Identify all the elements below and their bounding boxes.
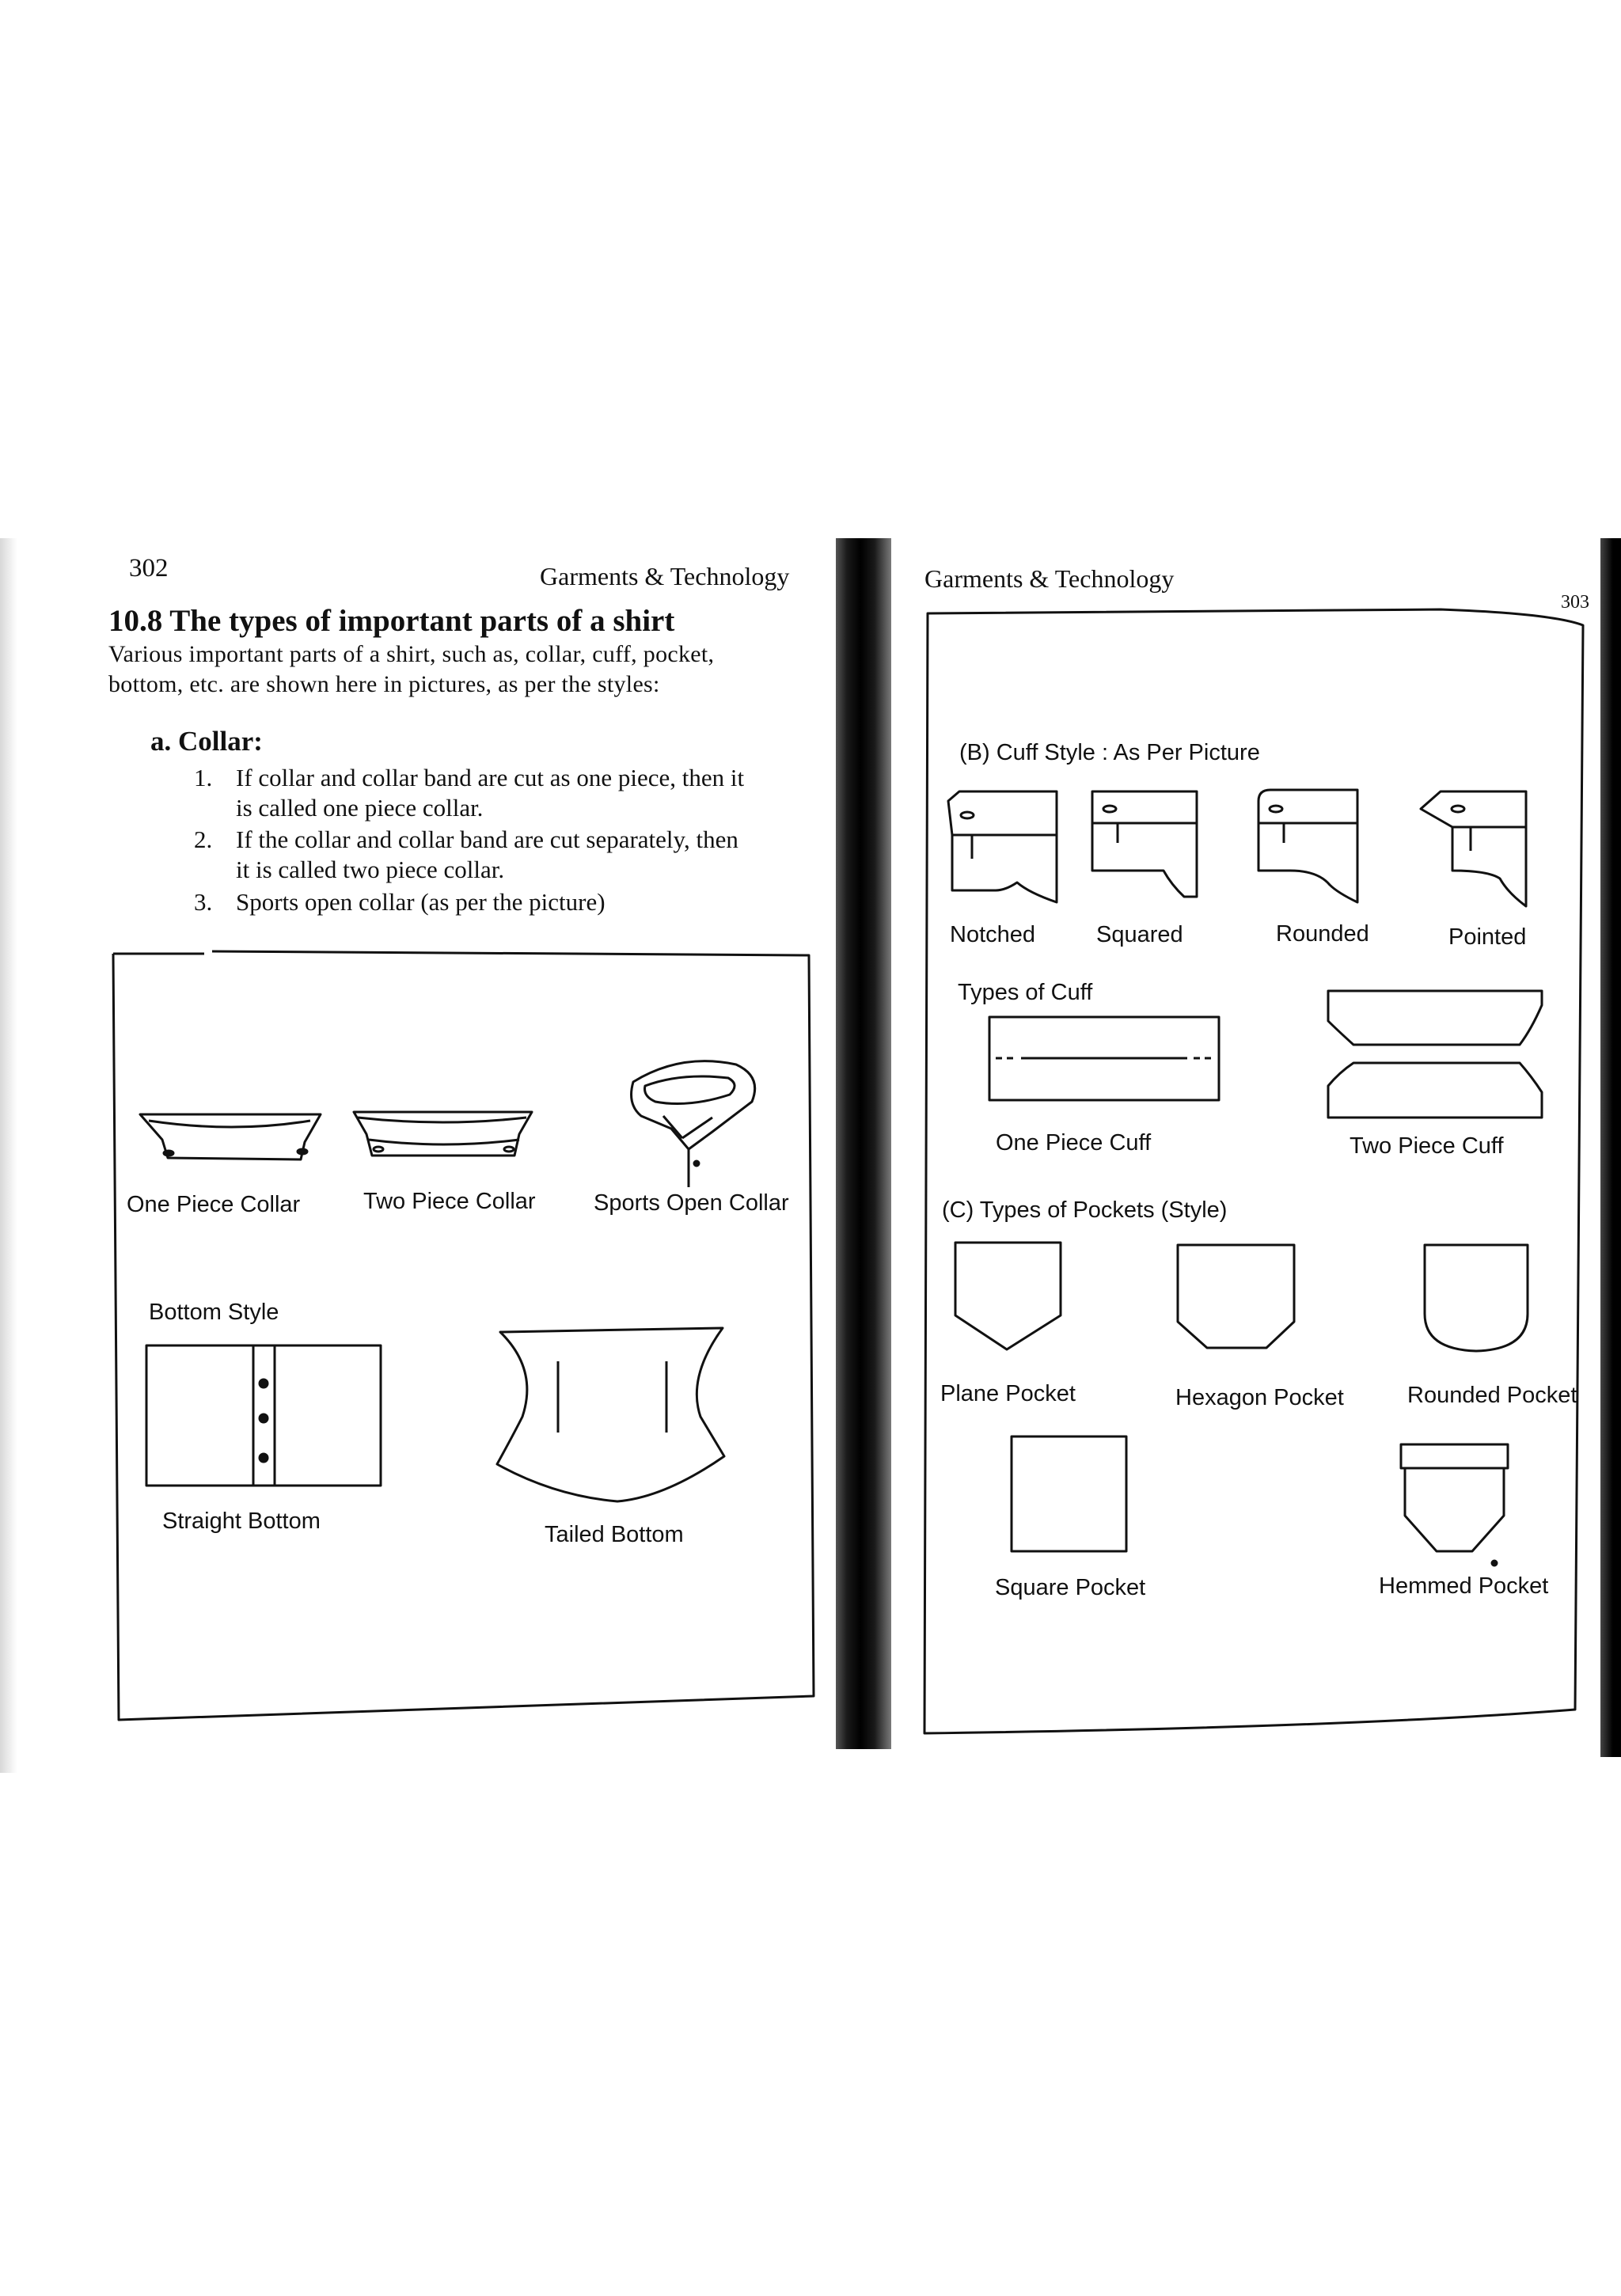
notched-cuff-label: Notched [950,922,1036,947]
page-number: 303 [1561,592,1589,613]
intro-line-2: bottom, etc. are shown here in pictures, as per the styles: [108,671,660,697]
right-figure-border [924,609,1583,1733]
plane-pocket-drawing [955,1243,1061,1349]
running-head: Garments & Technology [924,564,1175,593]
collar-item-1-line-2: is called one piece collar. [236,794,484,822]
collar-item-1-number: 1. [194,764,213,791]
collar-item-3-number: 3. [194,888,213,916]
two-piece-collar-label: Two Piece Collar [363,1189,536,1214]
two-piece-cuff-label: Two Piece Cuff [1350,1133,1504,1159]
hexagon-pocket-label: Hexagon Pocket [1175,1385,1344,1410]
hexagon-pocket-drawing [1178,1245,1294,1348]
squared-cuff-label: Squared [1096,922,1183,947]
tailed-bottom-label: Tailed Bottom [545,1522,684,1547]
notched-cuff-drawing [948,791,1057,902]
straight-bottom-label: Straight Bottom [162,1509,321,1534]
sports-open-collar-label: Sports Open Collar [594,1190,789,1216]
plane-pocket-label: Plane Pocket [940,1381,1076,1406]
running-head: Garments & Technology [540,562,790,590]
types-of-cuff-label: Types of Cuff [958,980,1093,1005]
rounded-cuff-drawing [1258,790,1357,902]
hemmed-pocket-label: Hemmed Pocket [1379,1573,1549,1599]
collar-item-2-number: 2. [194,825,213,853]
two-piece-cuff-drawing [1328,991,1542,1118]
squared-cuff-drawing [1092,791,1197,897]
bottom-style-label: Bottom Style [149,1300,279,1325]
collar-item-1-line-1: If collar and collar band are cut as one piece, then it [236,764,745,791]
square-pocket-label: Square Pocket [995,1575,1146,1600]
page-number: 302 [129,554,169,583]
collar-item-2-line-2: it is called two piece collar. [236,856,505,883]
section-heading: 10.8 The types of important parts of a shirt [108,604,675,638]
rounded-cuff-label: Rounded [1276,921,1369,947]
pointed-cuff-label: Pointed [1448,924,1527,950]
collar-item-3-line-1: Sports open collar (as per the picture) [236,888,606,916]
rounded-pocket-drawing [1425,1245,1528,1351]
collar-item-2-line-1: If the collar and collar band are cut separately, then [236,825,738,853]
pointed-cuff-drawing [1421,791,1526,906]
cuff-style-label: (B) Cuff Style : As Per Picture [959,740,1260,765]
one-piece-cuff-label: One Piece Cuff [996,1130,1152,1156]
one-piece-collar-label: One Piece Collar [127,1192,301,1217]
one-piece-cuff-drawing [989,1017,1219,1100]
square-pocket-drawing [1012,1436,1126,1551]
hemmed-pocket-drawing [1401,1444,1508,1565]
pockets-label: (C) Types of Pockets (Style) [942,1197,1228,1223]
intro-line-1: Various important parts of a shirt, such as, collar, cuff, pocket, [108,641,715,667]
rounded-pocket-label: Rounded Pocket [1407,1383,1577,1408]
collar-subheading: a. Collar: [150,726,263,757]
